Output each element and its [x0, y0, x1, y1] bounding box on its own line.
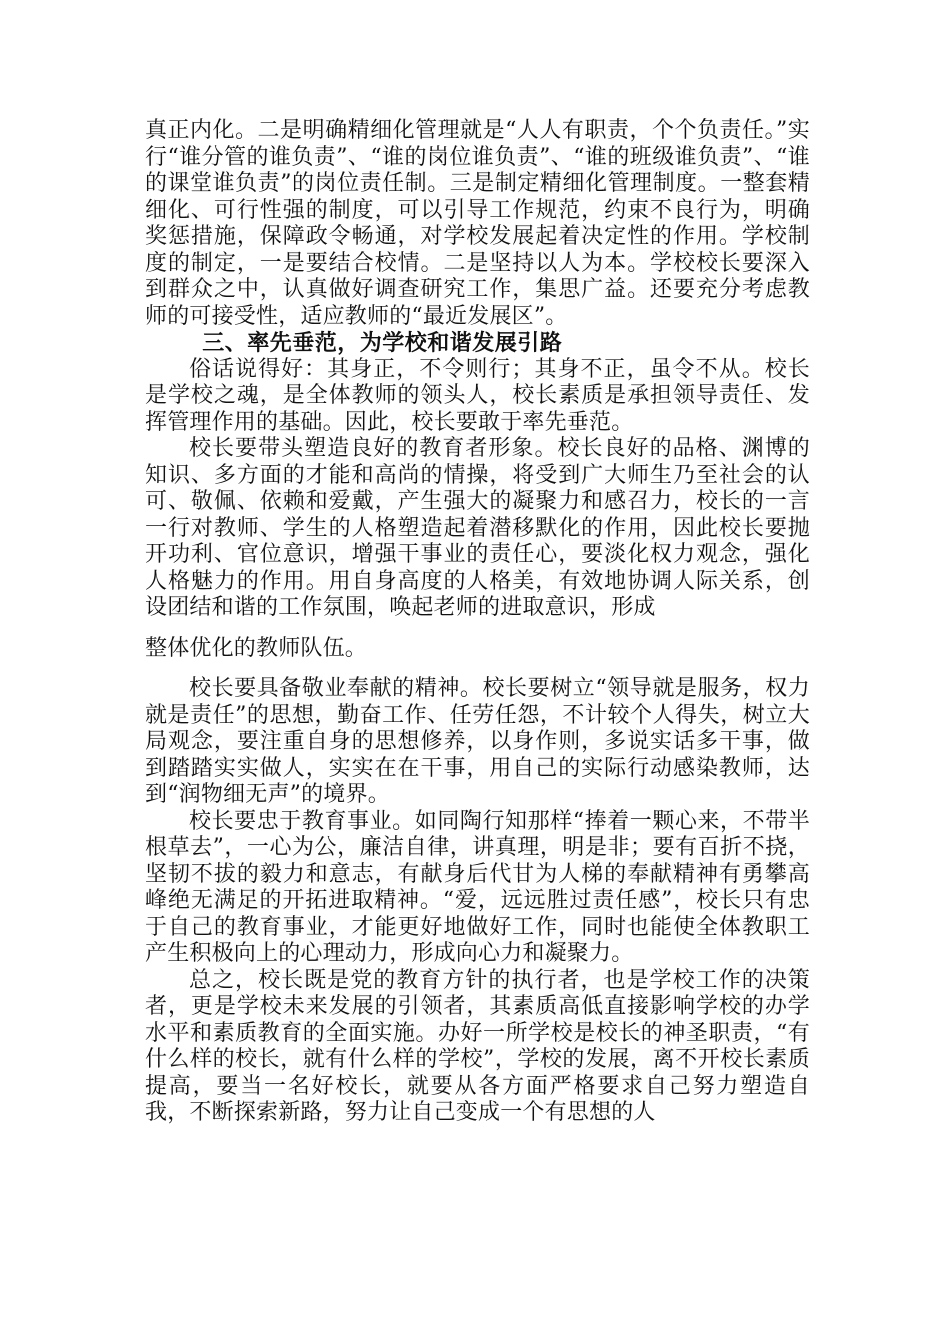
- paragraph-4: 校长要具备敬业奉献的精神。校长要树立“领导就是服务，权力就是责任”的思想，勤奋工作、任劳任怨，不计较个人得失，树立大局观念，要注重自身的思想修养，以身作则，多说实话多干事，做到踏踏实实做人，实实在在干事，用自己的实际行动感染教师，达到“润物细无声”的境界。: [145, 676, 810, 807]
- document-page: [145, 118, 810, 1127]
- paragraph-3-tail: 整体优化的教师队伍。: [145, 635, 368, 661]
- paragraph-2: 俗话说得好：其身正，不令则行；其身不正，虽令不从。校长是学校之魂，是全体教师的领头人，校长素质是承担领导责任、发挥管理作用的基础。因此，校长要敢于率先垂范。: [145, 356, 810, 435]
- paragraph-6: 总之，校长既是党的教育方针的执行者，也是学校工作的决策者，更是学校未来发展的引领者，其素质高低直接影响学校的办学水平和素质教育的全面实施。办好一所学校是校长的神圣职责，“有什么样的校长，就有什么样的学校”，学校的发展，离不开校长素质提高，要当一名好校长，就要从各方面严格要求自己努力塑造自我，不断探索新路，努力让自己变成一个有思想的人: [145, 967, 810, 1125]
- section-heading-3: 三、率先垂范，为学校和谐发展引路: [202, 330, 563, 356]
- paragraph-1: 真正内化。二是明确精细化管理就是“人人有职责，个个负责任。”实行“谁分管的谁负责”、“谁的岗位谁负责”、“谁的班级谁负责”、“谁的课堂谁负责”的岗位责任制。三是制定精细化管理制度。一整套精细化、可行性强的制度，可以引导工作规范，约束不良行为，明确奖惩措施，保障政令畅通，对学校发展起着决定性的作用。学校制度的制定，一是要结合校情。二是坚持以人为本。学校校长要深入到群众之中，认真做好调查研究工作，集思广益。还要充分考虑教师的可接受性，适应教师的“最近发展区”。: [145, 118, 810, 329]
- paragraph-5: 校长要忠于教育事业。如同陶行知那样“捧着一颗心来，不带半根草去”，一心为公，廉洁自律，讲真理，明是非；要有百折不挠，坚韧不拔的毅力和意志，有献身后代甘为人梯的奉献精神有勇攀高峰绝无满足的开拓进取精神。“爱，远远胜过责任感”，校长只有忠于自己的教育事业，才能更好地做好工作，同时也能使全体教职工产生积极向上的心理动力，形成向心力和凝聚力。: [145, 808, 810, 966]
- paragraph-3: 校长要带头塑造良好的教育者形象。校长良好的品格、渊博的知识、多方面的才能和高尚的情操，将受到广大师生乃至社会的认可、敬佩、依赖和爱戴，产生强大的凝聚力和感召力，校长的一言一行对教师、学生的人格塑造起着潜移默化的作用，因此校长要抛开功利、官位意识，增强干事业的责任心，要淡化权力观念，强化人格魅力的作用。用自身高度的人格美，有效地协调人际关系，创设团结和谐的工作氛围，唤起老师的进取意识，形成: [145, 436, 810, 620]
